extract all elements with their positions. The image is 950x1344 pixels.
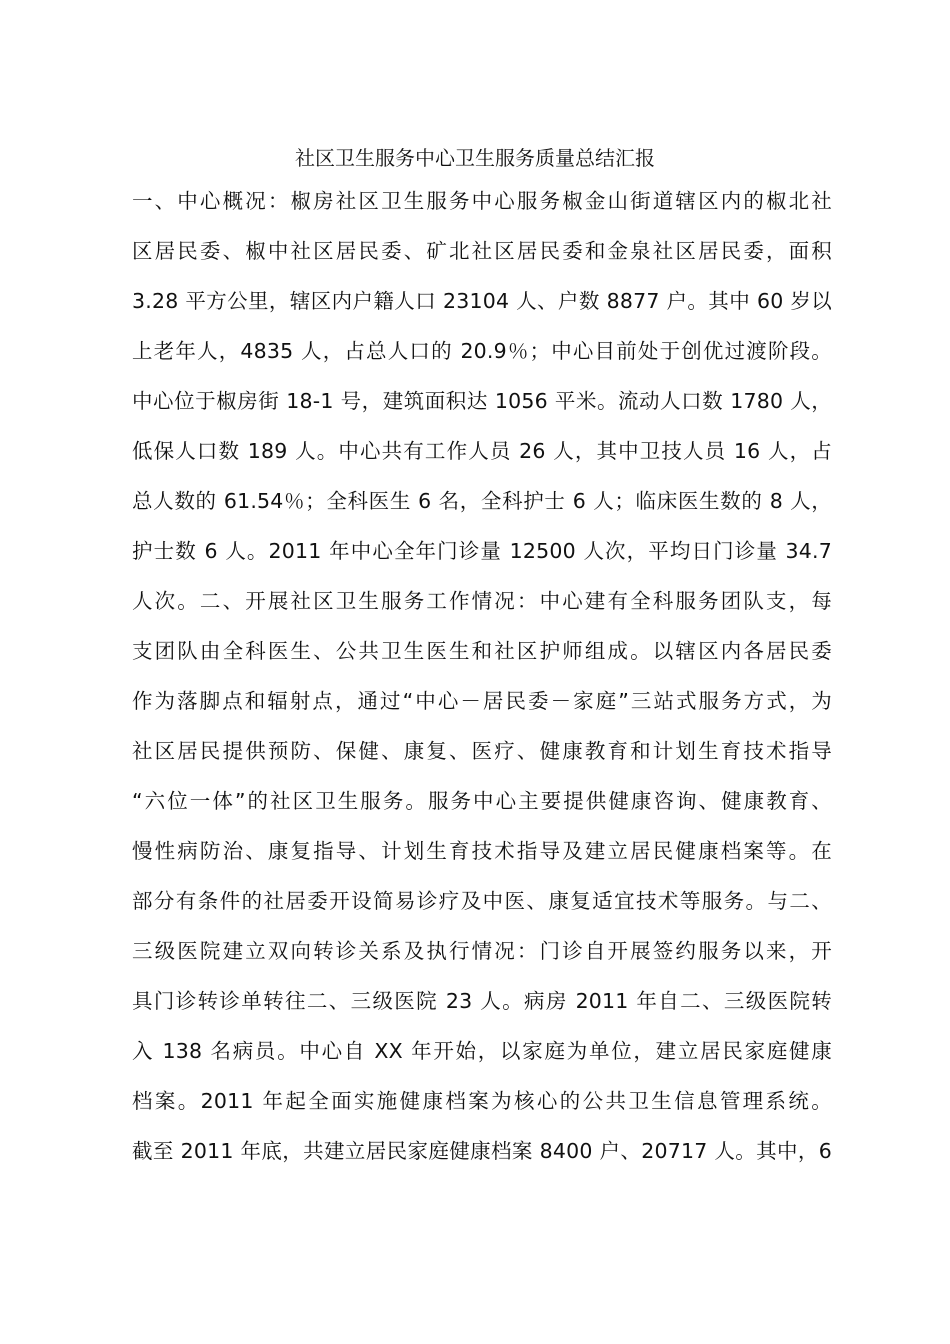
body-line: 慢性病防治、康复指导、计划生育技术指导及建立居民健康档案等。在 xyxy=(132,839,832,863)
body-line: 档案。2011 年起全面实施健康档案为核心的公共卫生信息管理系统。 xyxy=(132,1089,832,1113)
body-line: 截至 2011 年底，共建立居民家庭健康档案 8400 户、20717 人。其中，6 xyxy=(132,1139,832,1163)
document-body xyxy=(132,182,832,1182)
body-line: 支团队由全科医生、公共卫生医生和社区护师组成。以辖区内各居民委 xyxy=(132,639,832,663)
body-line: 部分有条件的社居委开设简易诊疗及中医、康复适宜技术等服务。与二、 xyxy=(132,889,832,913)
body-line: 上老年人，4835 人，占总人口的 20.9％；中心目前处于创优过渡阶段。 xyxy=(132,339,832,363)
body-line: 一、中心概况：椒房社区卫生服务中心服务椒金山街道辖区内的椒北社 xyxy=(132,189,832,213)
body-line: 区居民委、椒中社区居民委、矿北社区居民委和金泉社区居民委，面积 xyxy=(132,239,832,263)
body-line: 总人数的 61.54％；全科医生 6 名，全科护士 6 人；临床医生数的 8 人， xyxy=(132,489,832,513)
document-title: 社区卫生服务中心卫生服务质量总结汇报 xyxy=(295,146,655,170)
body-line: “六位一体”的社区卫生服务。服务中心主要提供健康咨询、健康教育、 xyxy=(132,789,832,813)
body-line: 低保人口数 189 人。中心共有工作人员 26 人，其中卫技人员 16 人，占 xyxy=(132,439,832,463)
body-line: 三级医院建立双向转诊关系及执行情况：门诊自开展签约服务以来，开 xyxy=(132,939,832,963)
body-line: 作为落脚点和辐射点，通过“中心－居民委－家庭”三站式服务方式，为 xyxy=(132,689,832,713)
body-line: 护士数 6 人。2011 年中心全年门诊量 12500 人次，平均日门诊量 34.7 xyxy=(132,539,832,563)
body-line: 中心位于椒房街 18-1 号，建筑面积达 1056 平米。流动人口数 1780 人， xyxy=(132,389,832,413)
body-line: 社区居民提供预防、保健、康复、医疗、健康教育和计划生育技术指导 xyxy=(132,739,832,763)
body-line: 具门诊转诊单转往二、三级医院 23 人。病房 2011 年自二、三级医院转 xyxy=(132,989,832,1013)
body-line: 入 138 名病员。中心自 XX 年开始，以家庭为单位，建立居民家庭健康 xyxy=(132,1039,832,1063)
body-line: 3.28 平方公里，辖区内户籍人口 23104 人、户数 8877 户。其中 60 岁以 xyxy=(132,289,832,313)
body-line: 人次。二、开展社区卫生服务工作情况：中心建有全科服务团队支，每 xyxy=(132,589,832,613)
